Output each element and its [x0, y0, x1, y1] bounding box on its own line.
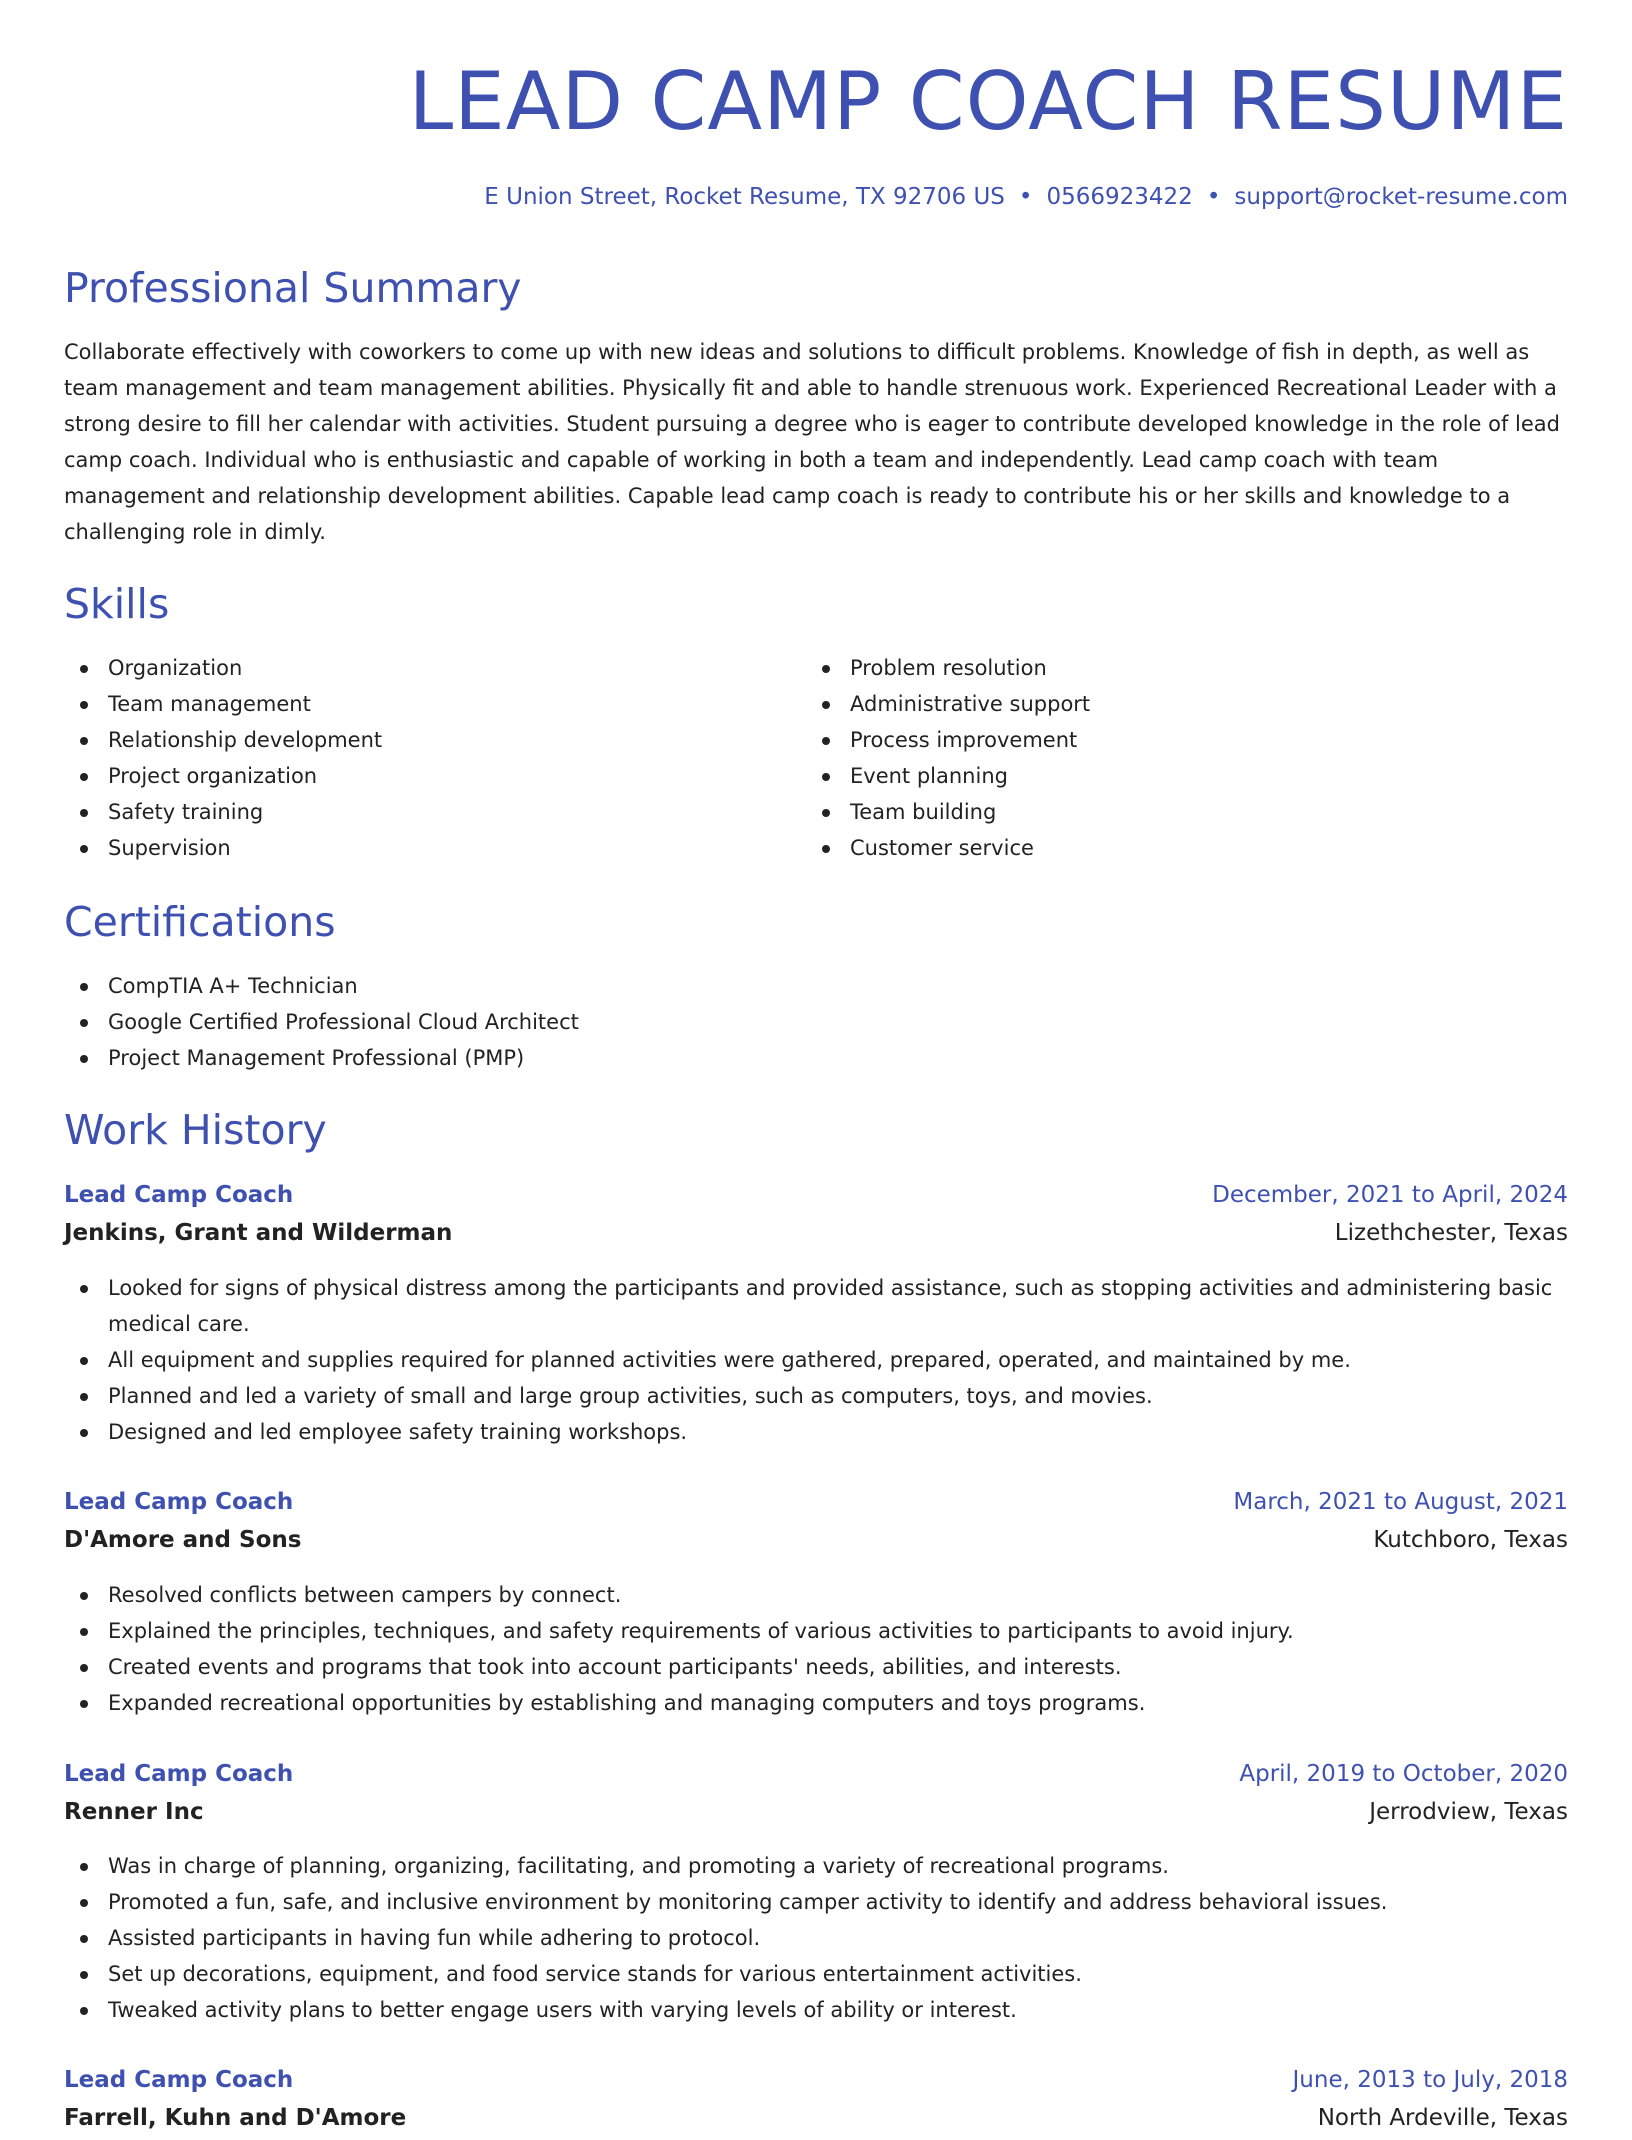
certifications-heading: Certifications [64, 898, 336, 946]
job-dates: December, 2021 to April, 2024 [1212, 1182, 1568, 1208]
job-company: D'Amore and Sons [64, 1527, 302, 1553]
job-bullet: Designed and led employee safety training workshops. [64, 1414, 1568, 1450]
job-company: Renner Inc [64, 1799, 204, 1825]
skill-item: Safety training [64, 794, 764, 830]
contact-address: E Union Street, Rocket Resume, TX 92706 US [484, 184, 1005, 210]
work-history-heading: Work History [64, 1106, 327, 1154]
job-location: Lizethchester, Texas [1334, 1220, 1568, 1246]
job-bullet: Set up decorations, equipment, and food service stands for various entertainment activities. [64, 1956, 1568, 1992]
skill-item: Team management [64, 686, 764, 722]
skill-item: Supervision [64, 830, 764, 866]
contact-separator: • [1206, 184, 1221, 210]
job-location: Jerrodview, Texas [1369, 1799, 1568, 1825]
certification-item: CompTIA A+ Technician [64, 968, 1568, 1004]
certification-item: Google Certified Professional Cloud Architect [64, 1004, 1568, 1040]
skills-list-right [806, 650, 1506, 866]
contact-phone: 0566923422 [1046, 184, 1193, 210]
skill-item: Project organization [64, 758, 764, 794]
skill-item: Customer service [806, 830, 1506, 866]
job-bullet: Created events and programs that took into account participants' needs, abilities, and interests. [64, 1649, 1568, 1685]
job-bullets [64, 1577, 1568, 1721]
job-bullet: Resolved conflicts between campers by connect. [64, 1577, 1568, 1613]
job-dates: March, 2021 to August, 2021 [1233, 1489, 1568, 1515]
job-bullet: Looked for signs of physical distress among the participants and provided assistance, such as stopping activities and administering basic medical care. [64, 1270, 1568, 1342]
job-title: Lead Camp Coach [64, 1182, 294, 1208]
skill-item: Process improvement [806, 722, 1506, 758]
summary-text: Collaborate effectively with coworkers to come up with new ideas and solutions to difficult problems. Knowledge of fish in depth, as well as team management and team management abilities. Physically fit and able to handle strenuous work. Experienced Recreational Leader with a strong desire to fill her calendar with activities. Student pursuing a degree who is eager to contribute developed knowledge in the role of lead camp coach. Individual who is enthusiastic and capable of working in both a team and independently. Lead camp coach with team management and relationship development abilities. Capable lead camp coach is ready to contribute his or her skills and knowledge to a challenging role in dimly. [64, 340, 1560, 544]
job-title: Lead Camp Coach [64, 2067, 294, 2093]
skill-item: Relationship development [64, 722, 764, 758]
certification-item: Project Management Professional (PMP) [64, 1040, 1568, 1076]
summary-heading: Professional Summary [64, 264, 522, 312]
job-bullet: Promoted a fun, safe, and inclusive environment by monitoring camper activity to identify and address behavioral issues. [64, 1884, 1568, 1920]
job-bullets [64, 1270, 1568, 1450]
job-bullet: Tweaked activity plans to better engage users with varying levels of ability or interest. [64, 1992, 1568, 2028]
skill-item: Event planning [806, 758, 1506, 794]
job-title: Lead Camp Coach [64, 1761, 294, 1787]
job-title: Lead Camp Coach [64, 1489, 294, 1515]
skills-list-left [64, 650, 764, 866]
job-header [64, 2062, 1568, 2140]
job-bullet: Explained the principles, techniques, and safety requirements of various activities to participants to avoid injury. [64, 1613, 1568, 1649]
job-bullet: Expanded recreational opportunities by establishing and managing computers and toys programs. [64, 1685, 1568, 1721]
skill-item: Problem resolution [806, 650, 1506, 686]
job-bullet: Assisted participants in having fun while adhering to protocol. [64, 1920, 1568, 1956]
job-header [64, 1177, 1568, 1255]
job-bullet: Was in charge of planning, organizing, facilitating, and promoting a variety of recreational programs. [64, 1848, 1568, 1884]
certifications-list [64, 968, 1568, 1076]
job-bullet: Planned and led a variety of small and large group activities, such as computers, toys, and movies. [64, 1378, 1568, 1414]
contact-separator: • [1018, 184, 1033, 210]
skill-item: Organization [64, 650, 764, 686]
skill-item: Team building [806, 794, 1506, 830]
job-location: North Ardeville, Texas [1317, 2105, 1568, 2131]
job-dates: June, 2013 to July, 2018 [1292, 2067, 1568, 2093]
skill-item: Administrative support [806, 686, 1506, 722]
resume-page [64, 0, 1568, 2131]
job-header [64, 1484, 1568, 1562]
job-company: Jenkins, Grant and Wilderman [64, 1220, 453, 1246]
job-header [64, 1756, 1568, 1834]
resume-title: LEAD CAMP COACH RESUME [408, 55, 1568, 148]
contact-email: support@rocket-resume.com [1234, 184, 1568, 210]
job-dates: April, 2019 to October, 2020 [1239, 1761, 1568, 1787]
job-location: Kutchboro, Texas [1373, 1527, 1568, 1553]
skills-heading: Skills [64, 580, 170, 628]
job-company: Farrell, Kuhn and D'Amore [64, 2105, 407, 2131]
contact-line [484, 180, 1568, 214]
job-bullet: All equipment and supplies required for planned activities were gathered, prepared, operated, and maintained by me. [64, 1342, 1568, 1378]
job-bullets [64, 1848, 1568, 2028]
